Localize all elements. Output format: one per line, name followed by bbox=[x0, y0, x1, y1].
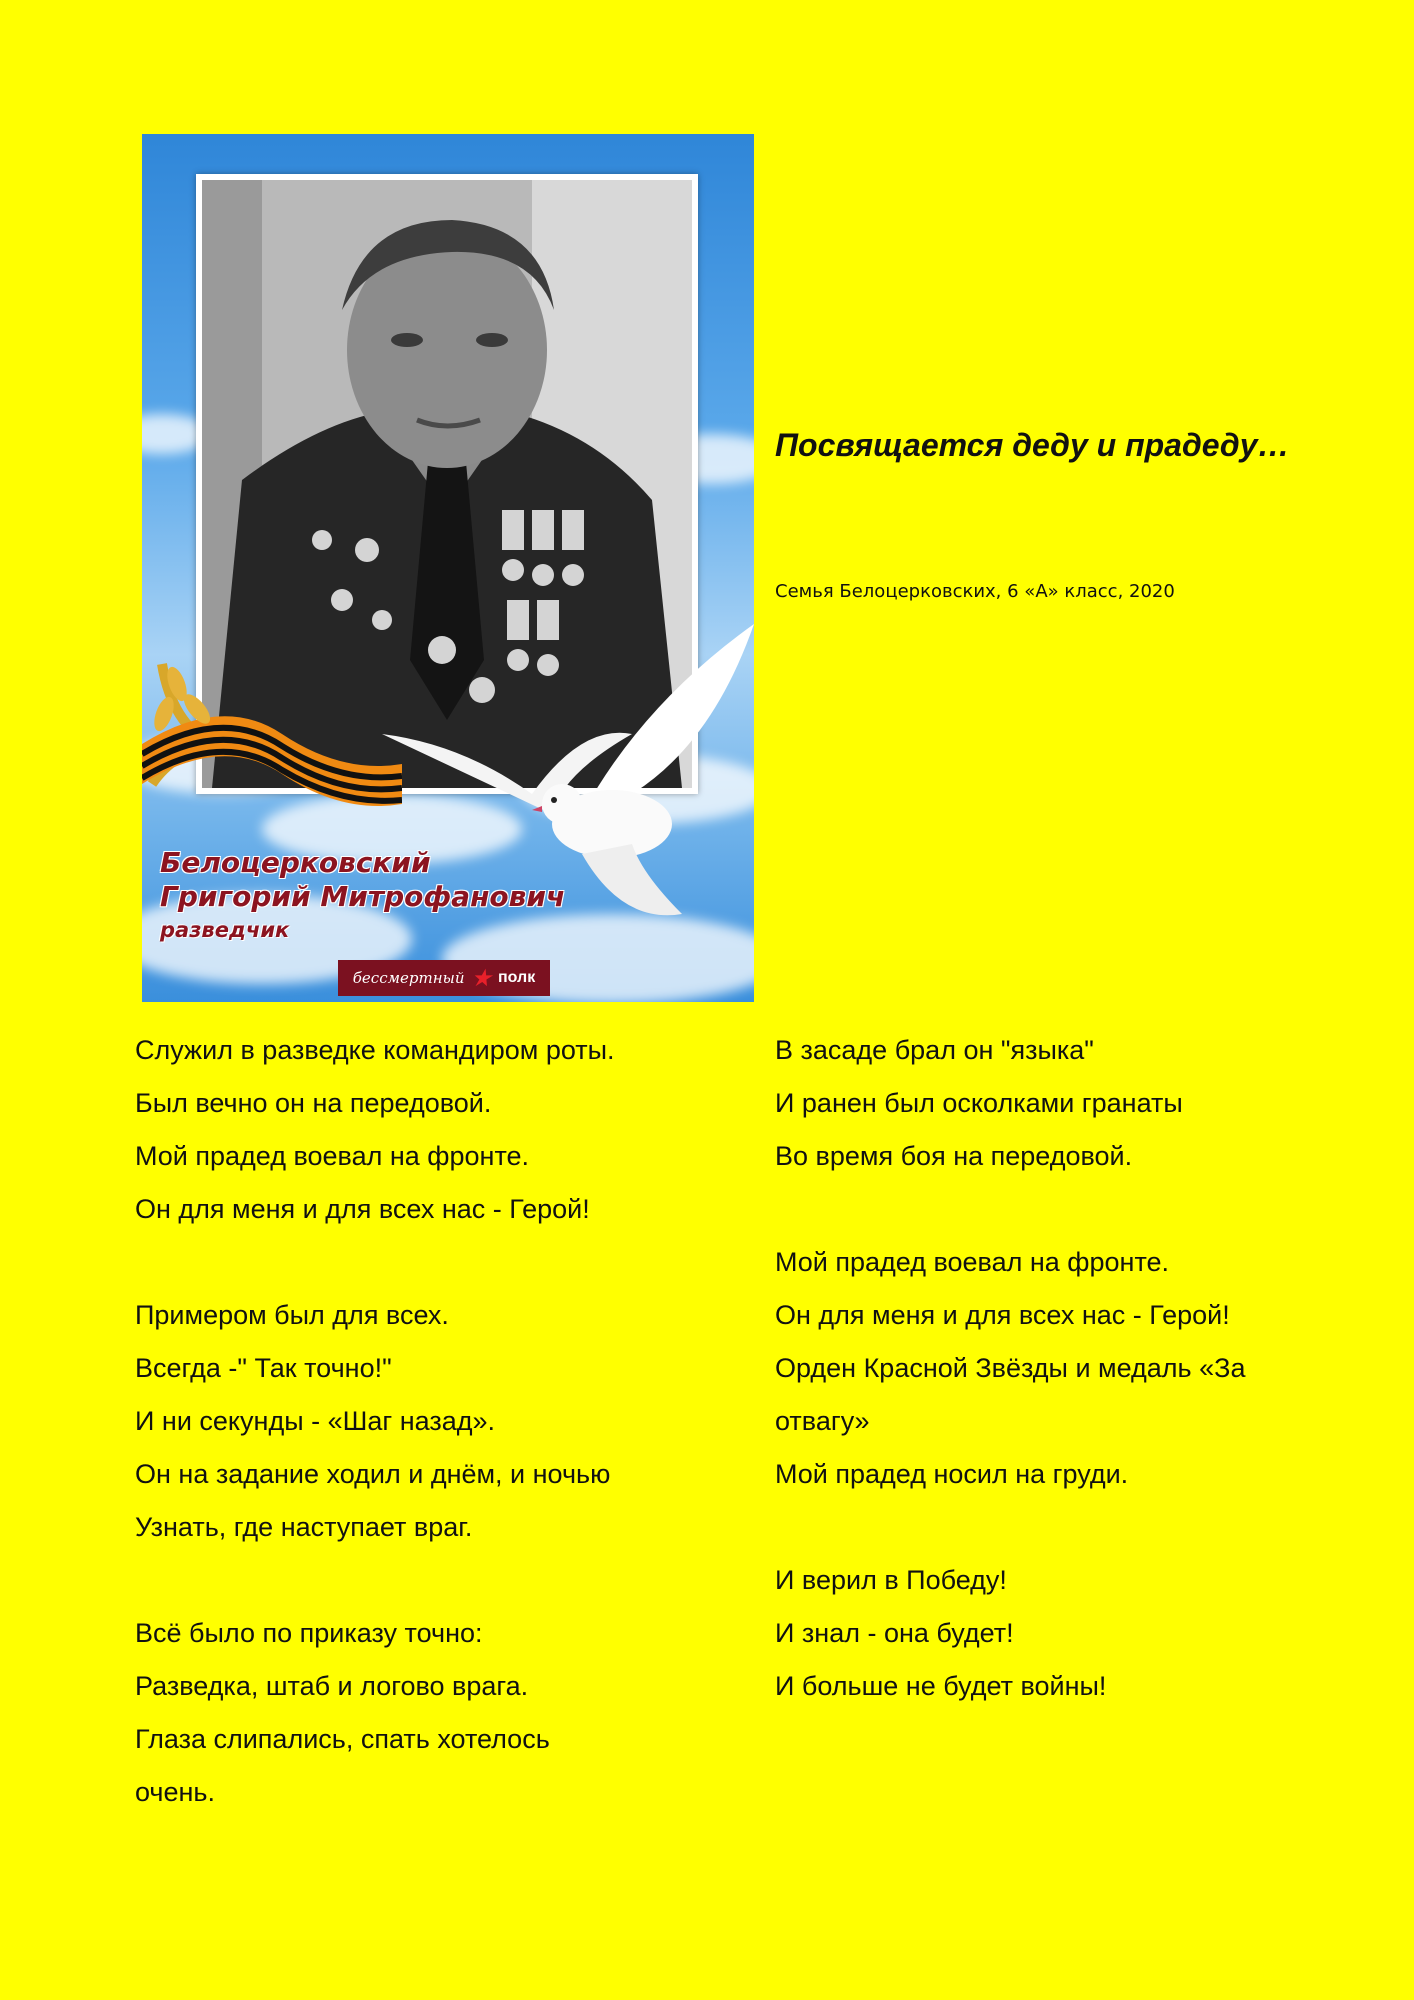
stanza-gap bbox=[135, 1554, 725, 1607]
poem-line: Мой прадед носил на груди. bbox=[775, 1459, 1129, 1489]
poem-line: В засаде брал он "языка" bbox=[775, 1035, 1094, 1065]
poem-line: И ни секунды - «Шаг назад». bbox=[135, 1406, 496, 1436]
poem-line: Во время боя на передовой. bbox=[775, 1141, 1133, 1171]
badge-right-text: полк bbox=[498, 969, 536, 986]
memorial-poster bbox=[142, 134, 754, 1002]
poem-line: очень. bbox=[135, 1777, 215, 1807]
stanza-gap bbox=[775, 1183, 1365, 1236]
red-star-icon: ★ bbox=[470, 964, 493, 992]
poem-line: Глаза слипались, спать хотелось bbox=[135, 1724, 550, 1754]
badge-left-text: бессмертный bbox=[352, 969, 465, 987]
veteran-name bbox=[160, 846, 680, 914]
veteran-given-names: Григорий Митрофанович bbox=[160, 880, 566, 913]
poem-line: Был вечно он на передовой. bbox=[135, 1088, 492, 1118]
veteran-surname: Белоцерковский bbox=[160, 846, 431, 879]
poem-line: Примером был для всех. bbox=[135, 1300, 449, 1330]
poem-line: Всё было по приказу точно: bbox=[135, 1618, 483, 1648]
poem-line: И больше не будет войны! bbox=[775, 1671, 1107, 1701]
poem-line: Мой прадед воевал на фронте. bbox=[775, 1247, 1170, 1277]
poem-line: Мой прадед воевал на фронте. bbox=[135, 1141, 530, 1171]
stanza-gap bbox=[135, 1236, 725, 1289]
poem-line: Он на задание ходил и днём, и ночью bbox=[135, 1459, 611, 1489]
stanza-gap bbox=[775, 1501, 1365, 1554]
poem-line: Всегда -" Так точно!" bbox=[135, 1353, 392, 1383]
poem-line: отвагу» bbox=[775, 1406, 870, 1436]
poem-line: Орден Красной Звёзды и медаль «За bbox=[775, 1353, 1246, 1383]
poem-line: Он для меня и для всех нас - Герой! bbox=[775, 1300, 1230, 1330]
poem-line: Разведка, штаб и логово врага. bbox=[135, 1671, 529, 1701]
poem-line: Узнать, где наступает враг. bbox=[135, 1512, 473, 1542]
poem-line: И верил в Победу! bbox=[775, 1565, 1007, 1595]
veteran-role: разведчик bbox=[160, 918, 290, 942]
family-caption: Семья Белоцерковских, 6 «А» класс, 2020 bbox=[775, 581, 1175, 602]
poem-column-right bbox=[775, 1024, 1365, 1713]
poem-line: Он для меня и для всех нас - Герой! bbox=[135, 1194, 590, 1224]
poem-line: Служил в разведке командиром роты. bbox=[135, 1035, 615, 1065]
poem-column-left bbox=[135, 1024, 725, 1819]
st-george-ribbon-icon bbox=[142, 654, 402, 814]
poem-line: И знал - она будет! bbox=[775, 1618, 1014, 1648]
immortal-regiment-badge bbox=[338, 960, 550, 996]
dedication-heading: Посвящается деду и прадеду… bbox=[775, 427, 1290, 463]
poem-line: И ранен был осколками гранаты bbox=[775, 1088, 1183, 1118]
